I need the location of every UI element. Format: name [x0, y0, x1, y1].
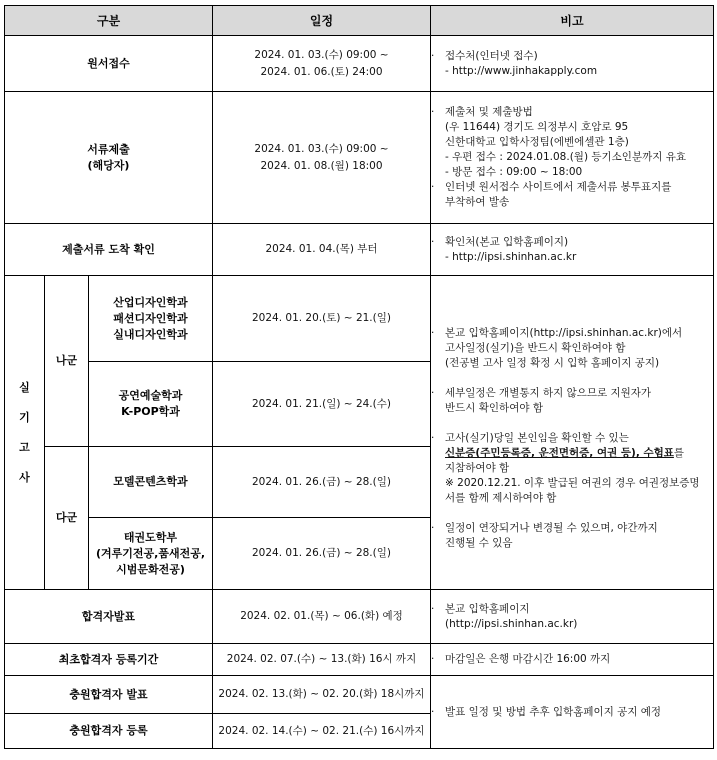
- note-exam-p4b: 진행될 수 있음: [445, 537, 513, 549]
- label-group-da: 다군: [45, 447, 89, 590]
- bullet-icon: ·: [431, 522, 435, 534]
- date-pass: 2024. 02. 01.(목) ~ 06.(화) 예정: [213, 590, 431, 644]
- note-exam-p1c: (전공별 고사 일정 확정 시 입학 홈페이지 공지): [445, 357, 660, 369]
- header-row: [5, 6, 714, 36]
- admission-schedule-table: [4, 5, 714, 749]
- note-exam-p2b: 반드시 확인하여야 함: [445, 402, 543, 414]
- date-apply-end: 2024. 01. 06.(토) 24:00: [260, 65, 383, 78]
- note-confirm-line1: 확인처(본교 입학홈페이지): [445, 235, 569, 248]
- date-docs-start: 2024. 01. 03.(수) 09:00 ~: [254, 142, 389, 155]
- note-exam-p3c: 지참하여야 함: [445, 462, 510, 474]
- date-sub2: 2024. 01. 21.(일) ~ 24.(수): [213, 362, 431, 447]
- note-confirm-line2: - http://ipsi.shinhan.ac.kr: [445, 250, 577, 263]
- note-exam-p1a: 본교 입학홈페이지(http://ipsi.shinhan.ac.kr)에서: [445, 327, 683, 339]
- label-docs-line2: (해당자): [87, 158, 130, 172]
- label-sub2-line1: 공연예술학과: [118, 389, 183, 402]
- note-docs-b2: 인터넷 원서접수 사이트에서 제출서류 봉투표지를: [445, 181, 672, 193]
- note-pass-line1: 본교 입학홈페이지: [445, 602, 530, 615]
- note-docs-l5: 부착하여 발송: [445, 196, 510, 208]
- label-additional: 충원합격자 발표: [5, 676, 213, 714]
- bullet-icon: ·: [431, 387, 435, 399]
- label-docs: [5, 92, 213, 224]
- label-sub1-line1: 산업디자인학과: [113, 295, 188, 309]
- label-additional-reg: 충원합격자 등록: [5, 714, 213, 749]
- header-category: 구분: [5, 6, 213, 36]
- label-sub4-line3: 시범문화전공): [116, 562, 185, 576]
- note-exam: [431, 276, 714, 590]
- label-sub2-line2: K-POP학과: [121, 405, 180, 418]
- note-docs-b1: 제출처 및 제출방법: [445, 106, 533, 118]
- date-sub1: 2024. 01. 20.(토) ~ 21.(일): [213, 276, 431, 362]
- date-docs: [213, 92, 431, 224]
- label-sub4-line1: 태권도학부: [123, 530, 178, 544]
- row-docs: [5, 92, 714, 224]
- label-sub4-line2: (겨루기전공,품새전공,: [95, 546, 206, 560]
- row-exam-sub1: [5, 276, 714, 362]
- label-exam: [5, 276, 45, 590]
- note-exam-p1b: 고사일정(실기)을 반드시 확인하여야 함: [445, 342, 626, 354]
- date-additional-reg: 2024. 02. 14.(수) ~ 02. 21.(수) 16시까지: [213, 714, 431, 749]
- date-register: 2024. 02. 07.(수) ~ 13.(화) 16시 까지: [213, 644, 431, 676]
- bullet-icon: ·: [431, 432, 435, 444]
- note-exam-p3-required-items: 신분증(주민등록증, 운전면허증, 여권 등), 수험표: [445, 447, 674, 459]
- note-pass-line2: (http://ipsi.shinhan.ac.kr): [445, 617, 578, 630]
- note-docs-l1: (우 11644) 경기도 의정부시 호암로 95: [445, 121, 629, 133]
- label-sub3: 모델콘텐츠학과: [89, 447, 213, 518]
- note-docs-l3: - 우편 접수 : 2024.01.08.(월) 등기소인분까지 유효: [445, 151, 687, 163]
- row-confirm: [5, 224, 714, 276]
- note-pass: [431, 590, 714, 644]
- date-sub3: 2024. 01. 26.(금) ~ 28.(일): [213, 447, 431, 518]
- label-confirm: 제출서류 도착 확인: [5, 224, 213, 276]
- note-register: [431, 644, 714, 676]
- label-register: 최초합격자 등록기간: [5, 644, 213, 676]
- date-apply: [213, 36, 431, 92]
- note-docs-l2: 신한대학교 입학사정팀(에벤에셀관 1층): [445, 136, 629, 148]
- label-exam-char3: 고: [19, 440, 30, 454]
- date-apply-start: 2024. 01. 03.(수) 09:00 ~: [254, 48, 389, 61]
- label-sub1: [89, 276, 213, 362]
- label-apply: 원서접수: [5, 36, 213, 92]
- label-pass: 합격자발표: [5, 590, 213, 644]
- label-sub1-line3: 실내디자인학과: [113, 327, 188, 341]
- note-confirm: [431, 224, 714, 276]
- label-sub4: [89, 518, 213, 590]
- note-exam-p3a: 고사(실기)당일 본인임을 확인할 수 있는: [445, 432, 629, 444]
- bullet-icon: ·: [431, 327, 435, 339]
- note-additional: [431, 676, 714, 749]
- note-exam-p4a: 일정이 연장되거나 변경될 수 있으며, 야간까지: [445, 522, 658, 534]
- note-apply-line2: - http://www.jinhakapply.com: [445, 64, 598, 77]
- label-docs-line1: 서류제출: [87, 142, 130, 156]
- label-exam-char4: 사: [19, 470, 30, 484]
- row-register: [5, 644, 714, 676]
- bullet-icon: ·: [431, 705, 435, 718]
- note-register-line1: 마감일은 은행 마감시간 16:00 까지: [445, 653, 611, 665]
- date-additional: 2024. 02. 13.(화) ~ 02. 20.(화) 18시까지: [213, 676, 431, 714]
- label-exam-char1: 실: [19, 380, 30, 394]
- bullet-icon: ·: [431, 106, 435, 118]
- note-docs: [431, 92, 714, 224]
- note-additional-line1: 발표 일정 및 방법 추후 입학홈페이지 공지 예정: [445, 705, 662, 718]
- note-apply: [431, 36, 714, 92]
- header-remarks: 비고: [431, 6, 714, 36]
- label-group-na: 나군: [45, 276, 89, 447]
- row-pass: [5, 590, 714, 644]
- row-apply: [5, 36, 714, 92]
- row-additional: [5, 676, 714, 714]
- label-sub1-line2: 패션디자인학과: [113, 311, 188, 325]
- note-exam-p3d: ※ 2020.12.21. 이후 발급된 여권의 경우 여권정보증명: [445, 477, 700, 489]
- bullet-icon: ·: [431, 49, 435, 62]
- bullet-icon: ·: [431, 181, 435, 193]
- header-schedule: 일정: [213, 6, 431, 36]
- date-sub4: 2024. 01. 26.(금) ~ 28.(일): [213, 518, 431, 590]
- note-exam-p3-particle: 를: [673, 447, 685, 459]
- note-exam-p3e: 서를 함께 제시하여야 함: [445, 492, 557, 504]
- bullet-icon: ·: [431, 602, 435, 615]
- note-apply-line1: 접수처(인터넷 접수): [445, 49, 538, 62]
- date-docs-end: 2024. 01. 08.(월) 18:00: [260, 159, 383, 172]
- date-confirm: 2024. 01. 04.(목) 부터: [213, 224, 431, 276]
- label-sub2: [89, 362, 213, 447]
- note-exam-p2a: 세부일정은 개별통지 하지 않으므로 지원자가: [445, 387, 652, 399]
- label-exam-char2: 기: [19, 410, 30, 424]
- note-docs-l4: - 방문 접수 : 09:00 ~ 18:00: [445, 166, 583, 178]
- bullet-icon: ·: [431, 235, 435, 248]
- bullet-icon: ·: [431, 653, 435, 665]
